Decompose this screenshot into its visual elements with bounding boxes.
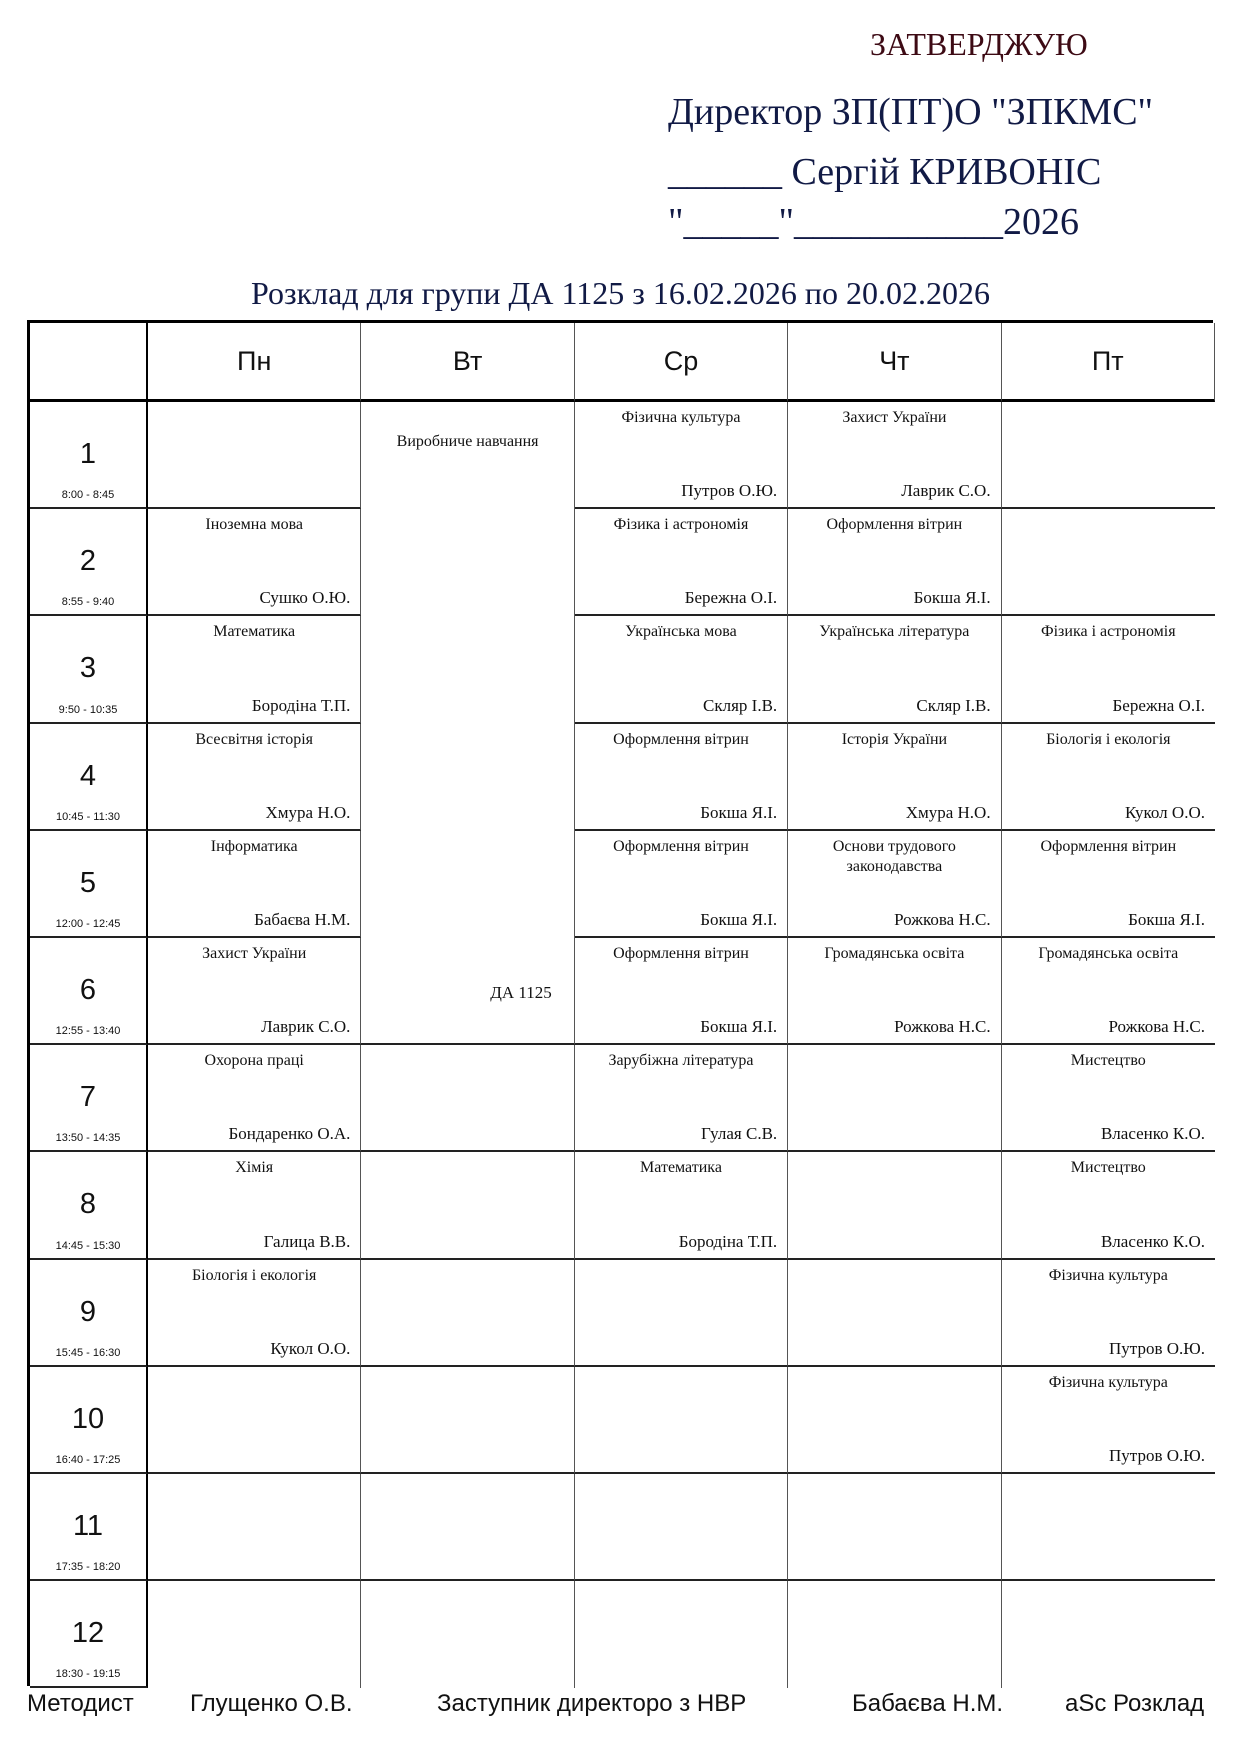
director-title: Директор ЗП(ПТ)О "ЗПКМС" bbox=[668, 91, 1154, 133]
lesson-cell bbox=[788, 402, 1001, 509]
empty-cell bbox=[361, 1152, 574, 1259]
lesson-subject: Українська мова bbox=[625, 623, 737, 641]
lesson-teacher: Хмура Н.О. bbox=[265, 802, 351, 822]
approval-heading: ЗАТВЕРДЖУЮ bbox=[870, 26, 1088, 62]
empty-cell bbox=[1002, 402, 1215, 509]
empty-cell bbox=[1002, 1474, 1215, 1581]
corner-cell bbox=[30, 323, 148, 402]
lesson-teacher: Кукол О.О. bbox=[270, 1338, 351, 1358]
lesson-teacher: Бокша Я.І. bbox=[913, 588, 991, 608]
lesson-cell bbox=[148, 938, 361, 1045]
lesson-teacher: Бережна О.І. bbox=[1112, 695, 1205, 715]
software-credit: aSc Розклад bbox=[1065, 1690, 1205, 1717]
lesson-cell bbox=[1002, 1152, 1215, 1259]
period-cell bbox=[30, 402, 148, 509]
lesson-subject: Захист України bbox=[842, 409, 947, 426]
lesson-subject: Математика bbox=[640, 1159, 722, 1177]
empty-cell bbox=[361, 1045, 574, 1152]
lesson-cell bbox=[1002, 831, 1215, 938]
lesson-teacher: Власенко К.О. bbox=[1100, 1124, 1205, 1144]
lesson-subject: Захист України bbox=[202, 945, 307, 962]
period-time: 12:55 - 13:40 bbox=[55, 1025, 121, 1038]
lesson-subject: Мистецтво bbox=[1070, 1159, 1146, 1177]
deputy-name: Бабаєва Н.М. bbox=[852, 1690, 1004, 1717]
lesson-cell bbox=[575, 831, 788, 938]
period-number: 2 bbox=[79, 545, 97, 578]
timetable-grid bbox=[27, 320, 1213, 1686]
empty-cell bbox=[361, 1474, 574, 1581]
period-number: 6 bbox=[79, 974, 97, 1006]
lesson-cell bbox=[575, 1152, 788, 1259]
lesson-teacher: Бокша Я.І. bbox=[700, 909, 778, 929]
period-number: 9 bbox=[79, 1295, 97, 1328]
empty-cell bbox=[1002, 509, 1215, 616]
lesson-subject: Фізична культура bbox=[1048, 1266, 1168, 1284]
lesson-subject: Оформлення вітрин bbox=[613, 837, 749, 855]
period-number: 3 bbox=[79, 652, 97, 685]
lesson-teacher: Скляр І.В. bbox=[703, 695, 778, 715]
period-number: 7 bbox=[79, 1081, 97, 1114]
lesson-cell bbox=[788, 831, 1001, 938]
empty-cell bbox=[361, 1581, 574, 1688]
period-time: 8:55 - 9:40 bbox=[61, 596, 115, 609]
lesson-subject: Зарубіжна література bbox=[608, 1052, 754, 1070]
lesson-cell bbox=[148, 1045, 361, 1152]
lesson-teacher: Бородіна Т.П. bbox=[678, 1231, 778, 1251]
empty-cell bbox=[788, 1474, 1001, 1581]
day-header: Пн bbox=[148, 323, 361, 402]
empty-cell bbox=[788, 1152, 1001, 1259]
period-time: 9:50 - 10:35 bbox=[58, 703, 118, 716]
lesson-teacher: Скляр І.В. bbox=[916, 695, 991, 715]
period-number: 8 bbox=[79, 1188, 97, 1221]
lesson-cell bbox=[575, 509, 788, 616]
lesson-subject: Фізична культура bbox=[1048, 1373, 1168, 1391]
lesson-subject: Оформлення вітрин bbox=[613, 730, 749, 748]
period-cell bbox=[30, 1367, 148, 1474]
period-number: 10 bbox=[71, 1402, 105, 1435]
methodist-label: Методист bbox=[27, 1690, 134, 1717]
lesson-teacher: Хмура Н.О. bbox=[905, 802, 991, 822]
lesson-cell bbox=[1002, 724, 1215, 831]
merged-lesson-cell bbox=[361, 402, 574, 1045]
lesson-teacher: Власенко К.О. bbox=[1100, 1231, 1205, 1251]
empty-cell bbox=[788, 1045, 1001, 1152]
empty-cell bbox=[148, 1367, 361, 1474]
lesson-subject: Іноземна мова bbox=[205, 516, 304, 534]
empty-cell bbox=[148, 1581, 361, 1688]
lesson-subject: Оформлення вітрин bbox=[613, 945, 749, 962]
period-time: 10:45 - 11:30 bbox=[55, 810, 120, 823]
empty-cell bbox=[575, 1474, 788, 1581]
lesson-teacher: Сушко О.Ю. bbox=[259, 588, 351, 608]
period-time: 14:45 - 15:30 bbox=[55, 1239, 121, 1252]
day-header: Пт bbox=[1002, 323, 1215, 402]
lesson-teacher: Путров О.Ю. bbox=[681, 481, 778, 501]
lesson-teacher: Бережна О.І. bbox=[684, 588, 778, 608]
day-header: Вт bbox=[361, 323, 574, 402]
lesson-teacher: Бондаренко О.А. bbox=[228, 1124, 351, 1144]
lesson-subject: Українська література bbox=[819, 623, 970, 641]
lesson-cell bbox=[148, 1152, 361, 1259]
lesson-cell bbox=[575, 938, 788, 1045]
period-cell bbox=[30, 831, 148, 938]
period-number: 5 bbox=[79, 866, 97, 899]
day-header: Чт bbox=[788, 323, 1001, 402]
lesson-cell bbox=[1002, 1367, 1215, 1474]
period-cell bbox=[30, 1260, 148, 1367]
empty-cell bbox=[148, 1474, 361, 1581]
lesson-teacher: Бокша Я.І. bbox=[700, 802, 778, 822]
lesson-teacher: Кукол О.О. bbox=[1124, 802, 1205, 822]
lesson-cell bbox=[788, 616, 1001, 723]
lesson-cell bbox=[1002, 1260, 1215, 1367]
lesson-group: ДА 1125 bbox=[490, 983, 552, 1003]
period-number: 4 bbox=[79, 759, 97, 792]
lesson-teacher: Рожкова Н.С. bbox=[894, 909, 991, 929]
lesson-subject: Всесвітня історія bbox=[195, 730, 313, 748]
lesson-subject: Інформатика bbox=[210, 837, 298, 855]
period-number: 12 bbox=[71, 1617, 105, 1650]
lesson-cell bbox=[575, 616, 788, 723]
empty-cell bbox=[788, 1581, 1001, 1688]
lesson-teacher: Галица В.В. bbox=[263, 1231, 351, 1251]
empty-cell bbox=[361, 1367, 574, 1474]
empty-cell bbox=[148, 402, 361, 509]
empty-cell bbox=[788, 1260, 1001, 1367]
lesson-teacher: Бабаєва Н.М. bbox=[254, 909, 351, 929]
period-cell bbox=[30, 616, 148, 723]
lesson-cell bbox=[1002, 616, 1215, 723]
lesson-teacher: Путров О.Ю. bbox=[1109, 1338, 1205, 1358]
lesson-subject: Громадянська освіта bbox=[824, 945, 965, 962]
lesson-subject: Фізика і астрономія bbox=[613, 516, 749, 534]
lesson-subject: Основи трудового законодавства bbox=[832, 837, 956, 875]
lesson-subject: Фізична культура bbox=[621, 409, 741, 426]
lesson-subject: Фізика і астрономія bbox=[1040, 623, 1176, 641]
period-time: 12:00 - 12:45 bbox=[55, 917, 121, 930]
empty-cell bbox=[575, 1367, 788, 1474]
period-cell bbox=[30, 938, 148, 1045]
lesson-subject: Біологія і екологія bbox=[1046, 730, 1171, 748]
lesson-cell bbox=[1002, 1045, 1215, 1152]
lesson-teacher: Путров О.Ю. bbox=[1109, 1445, 1205, 1465]
period-cell bbox=[30, 509, 148, 616]
period-time: 15:45 - 16:30 bbox=[55, 1346, 121, 1359]
lesson-subject: Хімія bbox=[235, 1159, 274, 1177]
lesson-teacher: Бокша Я.І. bbox=[700, 1017, 778, 1037]
empty-cell bbox=[575, 1260, 788, 1367]
period-time: 16:40 - 17:25 bbox=[55, 1453, 121, 1466]
period-cell bbox=[30, 1474, 148, 1581]
director-signature: ______ Сергій КРИВОНІС bbox=[668, 151, 1102, 193]
lesson-cell bbox=[788, 938, 1001, 1045]
lesson-cell bbox=[1002, 938, 1215, 1045]
period-time: 13:50 - 14:35 bbox=[55, 1132, 121, 1145]
period-time: 17:35 - 18:20 bbox=[55, 1561, 121, 1574]
period-number: 1 bbox=[79, 438, 97, 470]
lesson-teacher: Бородіна Т.П. bbox=[251, 695, 351, 715]
period-cell bbox=[30, 1045, 148, 1152]
day-header: Ср bbox=[575, 323, 788, 402]
page-title: Розклад для групи ДА 1125 з 16.02.2026 по 20.02.2026 bbox=[250, 275, 991, 311]
lesson-cell bbox=[148, 724, 361, 831]
lesson-teacher: Лаврик С.О. bbox=[261, 1017, 351, 1037]
lesson-subject: Історія України bbox=[841, 730, 948, 748]
lesson-cell bbox=[575, 402, 788, 509]
period-time: 18:30 - 19:15 bbox=[55, 1668, 121, 1681]
lesson-cell bbox=[148, 509, 361, 616]
approval-date: "_____"___________2026 bbox=[668, 201, 1080, 243]
lesson-subject: Охорона праці bbox=[204, 1052, 304, 1070]
deputy-label: Заступник директоро з НВР bbox=[437, 1690, 747, 1717]
period-cell bbox=[30, 1581, 148, 1688]
empty-cell bbox=[575, 1581, 788, 1688]
lesson-cell bbox=[148, 1260, 361, 1367]
lesson-subject: Виробниче навчання bbox=[396, 433, 539, 450]
lesson-subject: Математика bbox=[213, 623, 296, 641]
lesson-teacher: Рожкова Н.С. bbox=[1108, 1017, 1205, 1037]
lesson-cell bbox=[788, 724, 1001, 831]
period-cell bbox=[30, 724, 148, 831]
lesson-cell bbox=[148, 616, 361, 723]
lesson-teacher: Рожкова Н.С. bbox=[894, 1017, 991, 1037]
methodist-name: Глущенко О.В. bbox=[190, 1690, 353, 1717]
period-time: 8:00 - 8:45 bbox=[61, 489, 115, 502]
lesson-teacher: Бокша Я.І. bbox=[1128, 909, 1205, 929]
lesson-cell bbox=[575, 724, 788, 831]
empty-cell bbox=[788, 1367, 1001, 1474]
lesson-subject: Мистецтво bbox=[1070, 1052, 1146, 1070]
lesson-subject: Оформлення вітрин bbox=[826, 516, 963, 534]
period-cell bbox=[30, 1152, 148, 1259]
lesson-cell bbox=[148, 831, 361, 938]
lesson-subject: Оформлення вітрин bbox=[1040, 837, 1177, 855]
lesson-cell bbox=[575, 1045, 788, 1152]
lesson-cell bbox=[788, 509, 1001, 616]
empty-cell bbox=[361, 1260, 574, 1367]
lesson-subject: Громадянська освіта bbox=[1038, 945, 1179, 962]
lesson-subject: Біологія і екологія bbox=[191, 1266, 317, 1284]
lesson-teacher: Гулая С.В. bbox=[700, 1124, 778, 1144]
lesson-teacher: Лаврик С.О. bbox=[901, 481, 991, 501]
period-number: 11 bbox=[72, 1510, 104, 1542]
empty-cell bbox=[1002, 1581, 1215, 1688]
